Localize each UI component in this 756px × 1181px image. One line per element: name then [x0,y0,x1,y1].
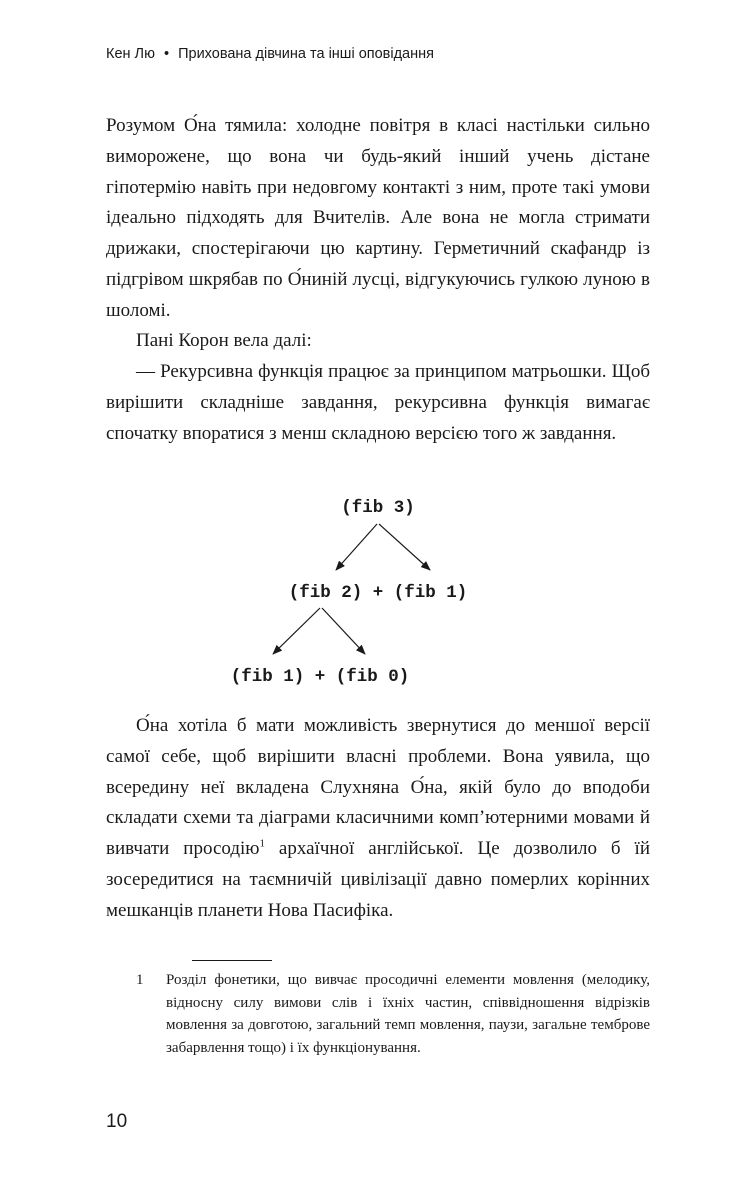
diagram-arrow-top-left [336,524,377,570]
body-paragraph-2: Пані Корон вела далі: [136,330,312,351]
header-book-title: Прихована дівчина та інші оповідання [178,46,434,62]
paragraph-4-text-after: архаїчної англійської. Це дозволило б їй зосередитися на таємничій цивілізації давно померлих корінних мешканців планети Нова Пасифіка. [106,838,650,921]
diagram-arrow-middle-right [322,608,365,654]
page-number: 10 [106,1111,128,1132]
diagram-node-top: (fib 3) [341,498,415,518]
paragraph-4-text: О́на хотіла б мати можливість звернутися до меншої версії самої себе, щоб вирішити власні проблеми. Вона уявила, що всередину неї вкладена Слухняна О́на, якій було до вподоби складати схеми та діаграми класичними комп’ютерними мовами й вивчати просодію [106,715,650,860]
diagram-arrow-middle-left [273,608,320,654]
footnote-reference[interactable]: 1 [259,837,265,850]
header-separator: • [163,46,170,62]
body-paragraph-4 [106,711,650,927]
footnote-number: 1 [136,972,144,988]
diagram-node-bottom: (fib 1) + (fib 0) [230,667,410,687]
diagram-node-middle: (fib 2) + (fib 1) [288,583,468,603]
footnote-text: Розділ фонетики, що вивчає просодичні елементи мовлення (мелодику, відносну силу вимови слів і їхніх частин, співвідношення відрізків мовлення за довготою, загальний темп мовлення, паузи, загальне темброве забарвлення тощо) і їх функціонування. [166,972,650,1056]
diagram-arrow-top-right [379,524,430,570]
header-author: Кен Лю [106,46,155,62]
body-paragraph-3: — Рекурсивна функція працює за принципом матрьошки. Щоб вирішити складніше завдання, рекурсивна функція вимагає спочатку впоратися з менш складною версією того ж завдання. [106,361,650,444]
recursion-tree-diagram [0,488,756,698]
footnote [136,969,650,1059]
footnote-divider [192,960,272,961]
running-header [106,46,434,62]
body-paragraph-1: Розумом О́на тямила: холодне повітря в класі настільки сильно виморожене, що вона чи будь-який інший учень дістане гіпотермію навіть при недовгому контакті з ним, проте такі умови ідеально підходять для Вчителів. Але вона не могла стримати дрижаки, спостерігаючи цю картину. Герметичний скафандр із підгрівом шкрябав по О́ниній лусці, відгукуючись гулкою луною в шоломі. [106,115,650,321]
